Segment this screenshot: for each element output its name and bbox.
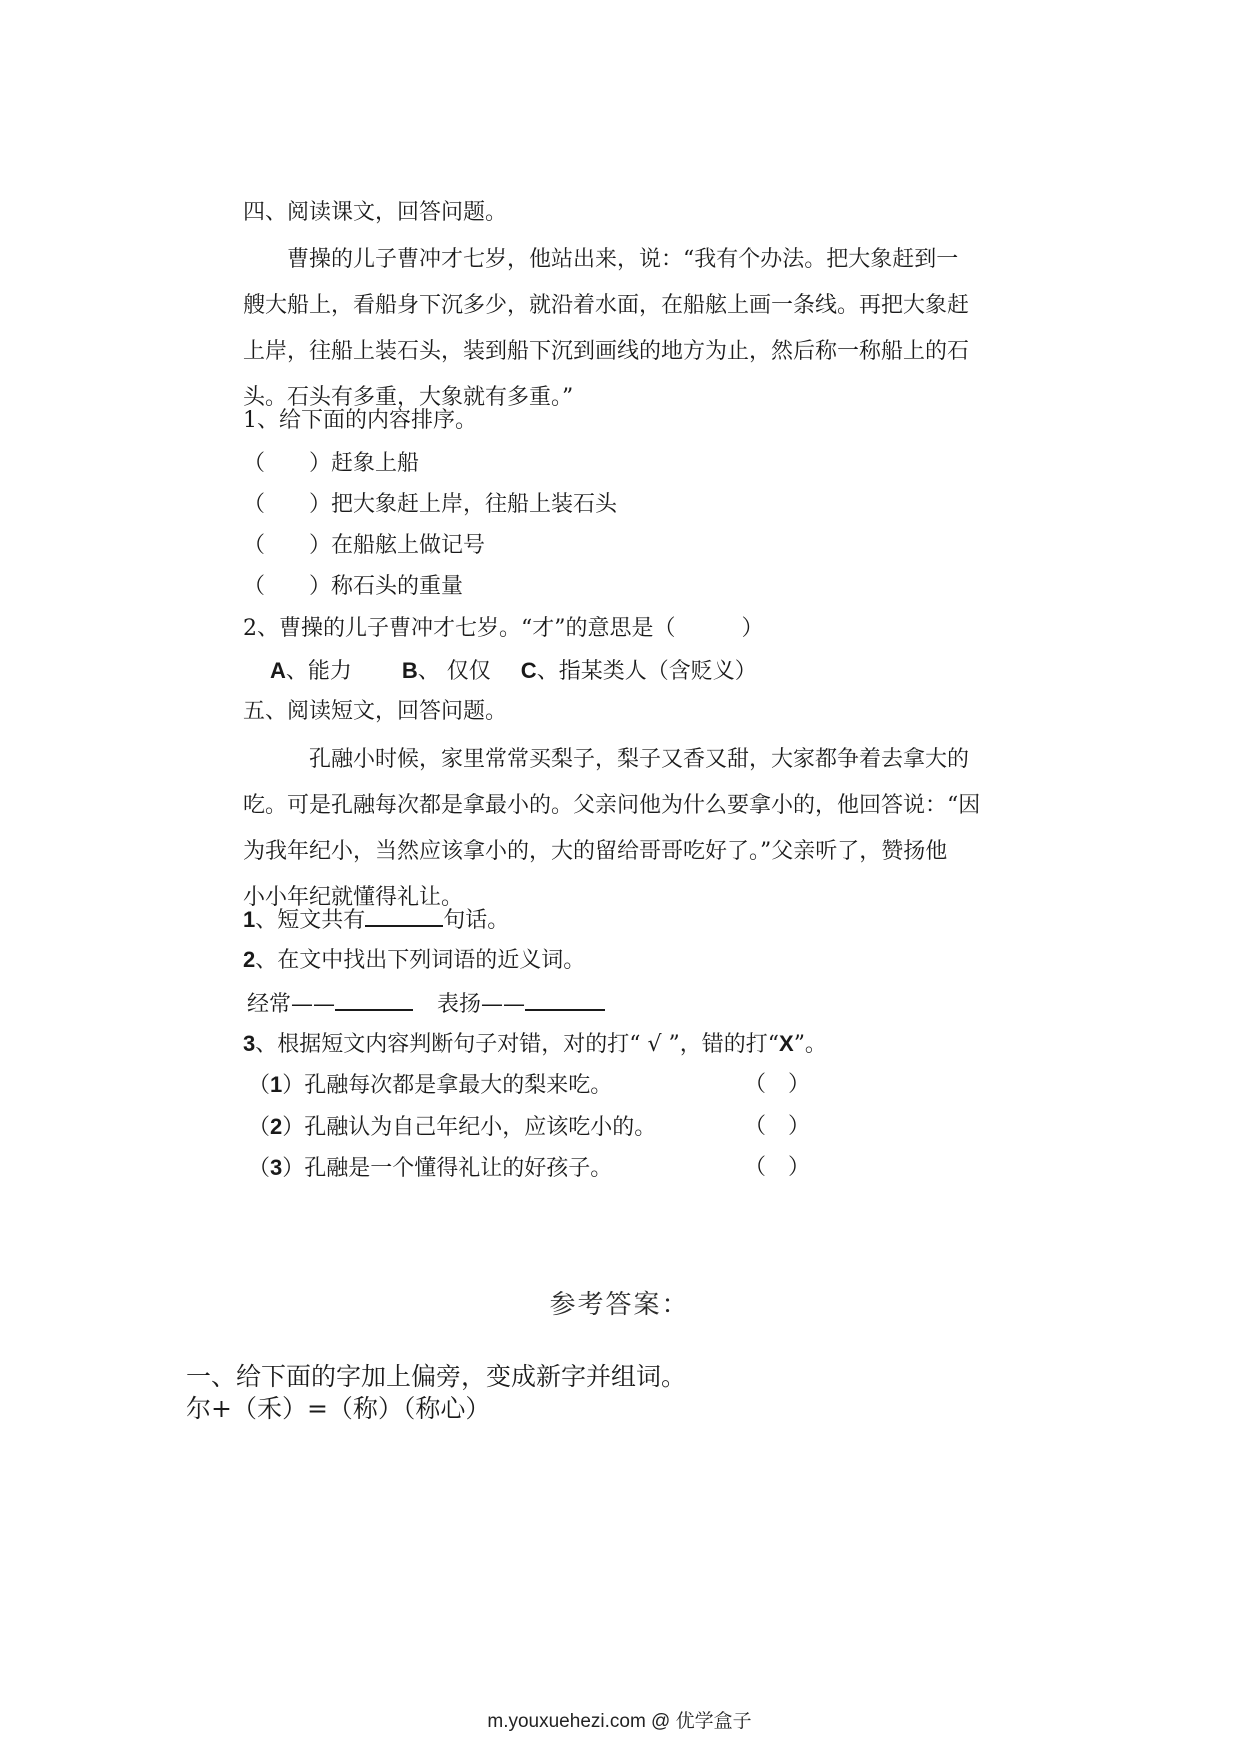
judge-item: （1）孔融每次都是拿最大的梨来吃。 bbox=[248, 1072, 613, 1098]
option-a[interactable]: A、能力 bbox=[270, 658, 352, 684]
judge-paren[interactable]: （ ） bbox=[744, 1155, 811, 1180]
passage-line: 孔融小时候，家里常常买梨子，梨子又香又甜，大家都争着去拿大的 bbox=[309, 747, 970, 772]
order-item-text: 在船舷上做记号 bbox=[331, 533, 486, 558]
order-item-text: 称石头的重量 bbox=[331, 574, 464, 599]
answer-paren[interactable]: （ ） bbox=[243, 492, 332, 517]
passage-line: 头。石头有多重，大象就有多重。” bbox=[243, 385, 574, 410]
section5-question-1: 1、短文共有 句话。 bbox=[243, 903, 509, 936]
passage-line: 曹操的儿子曹冲才七岁，他站出来，说：“我有个办法。把大象赶到一 bbox=[287, 247, 959, 272]
order-item bbox=[243, 490, 617, 520]
passage-line: 小小年纪就懂得礼让。 bbox=[243, 885, 464, 910]
section4-question-1: 1、给下面的内容排序。 bbox=[243, 408, 477, 433]
section4-heading: 四、阅读课文，回答问题。 bbox=[243, 200, 508, 225]
footer-watermark: m.youxuehezi.com @ 优学盒子 bbox=[487, 1711, 752, 1732]
option-c[interactable]: C、指某类人（含贬义） bbox=[520, 658, 757, 684]
answer-paren[interactable]: （ ） bbox=[243, 533, 332, 558]
order-item-text: 把大象赶上岸，往船上装石头 bbox=[331, 492, 618, 517]
section5-heading: 五、阅读短文，回答问题。 bbox=[243, 699, 508, 724]
order-item-text: 赶象上船 bbox=[331, 451, 420, 476]
passage-line: 上岸，往船上装石头，装到船下沉到画线的地方为止，然后称一称船上的石 bbox=[243, 339, 970, 364]
answers-heading: 一、给下面的字加上偏旁，变成新字并组词。 bbox=[186, 1362, 687, 1391]
synonym-row: 经常—— 表扬—— bbox=[247, 987, 605, 1020]
choice-options bbox=[270, 656, 757, 687]
passage-line: 为我年纪小，当然应该拿小的，大的留给哥哥吃好了。”父亲听了，赞扬他 bbox=[243, 839, 948, 864]
passage-line: 吃。可是孔融每次都是拿最小的。父亲问他为什么要拿小的，他回答说：“因 bbox=[243, 793, 981, 818]
section4-passage bbox=[243, 237, 969, 421]
section4-question-2: 2、曹操的儿子曹冲才七岁。“才”的意思是（ ） bbox=[243, 616, 764, 641]
fill-blank[interactable] bbox=[335, 987, 413, 1011]
order-item bbox=[243, 572, 463, 602]
judge-paren[interactable]: （ ） bbox=[744, 1114, 811, 1139]
answer-paren[interactable]: （ ） bbox=[243, 574, 332, 599]
judge-paren[interactable]: （ ） bbox=[744, 1072, 811, 1097]
answer-paren[interactable]: （ ） bbox=[243, 451, 332, 476]
order-item bbox=[243, 449, 419, 479]
passage-line: 艘大船上，看船身下沉多少，就沿着水面，在船舷上画一条线。再把大象赶 bbox=[243, 293, 970, 318]
judge-item: （3）孔融是一个懂得礼让的好孩子。 bbox=[248, 1155, 613, 1181]
option-b[interactable]: B、 仅仅 bbox=[401, 658, 491, 684]
order-item bbox=[243, 531, 485, 561]
judge-item: （2）孔融认为自己年纪小，应该吃小的。 bbox=[248, 1114, 657, 1140]
answers-line: 尔+（禾）=（称）（称心） bbox=[186, 1394, 491, 1423]
section5-passage bbox=[243, 737, 980, 921]
fill-blank[interactable] bbox=[365, 903, 443, 927]
fill-blank[interactable] bbox=[525, 987, 605, 1011]
answers-title: 参考答案： bbox=[549, 1290, 690, 1320]
section5-question-3: 3、根据短文内容判断句子对错，对的打“ √ ”，错的打“X”。 bbox=[243, 1031, 827, 1057]
section5-question-2: 2、在文中找出下列词语的近义词。 bbox=[243, 947, 586, 973]
